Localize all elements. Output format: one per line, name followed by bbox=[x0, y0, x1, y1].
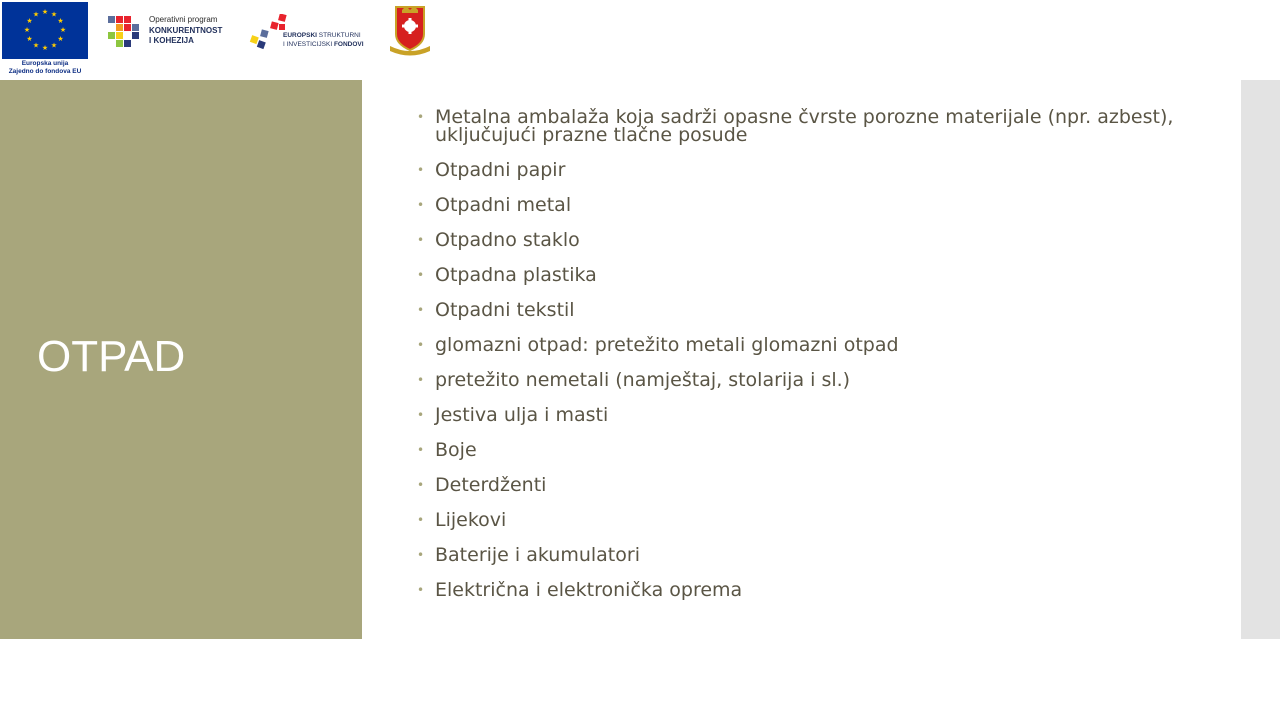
list-item-text: Otpadni metal bbox=[435, 194, 572, 216]
bullet-icon: • bbox=[417, 110, 425, 124]
esif-line1-rest: STRUKTURNI bbox=[316, 32, 361, 39]
list-item bbox=[416, 545, 1206, 566]
svg-text:★: ★ bbox=[57, 17, 64, 25]
list-item bbox=[416, 265, 1206, 286]
list-item-text: pretežito nemetali (namještaj, stolarija i sl.) bbox=[435, 369, 851, 391]
list-item-text: Lijekovi bbox=[435, 509, 507, 531]
svg-text:★: ★ bbox=[59, 26, 67, 34]
logo-bar bbox=[0, 0, 1280, 80]
mosaic-icon bbox=[108, 16, 140, 48]
list-item-text: Otpadno staklo bbox=[435, 229, 580, 251]
list-item-text: Otpadni tekstil bbox=[435, 299, 575, 321]
op-line2: KONKURENTNOST bbox=[149, 25, 223, 35]
eu-caption-line1: Europska unija bbox=[21, 60, 69, 67]
svg-text:★: ★ bbox=[50, 41, 58, 50]
eu-logo bbox=[2, 2, 88, 78]
slide-title: OTPAD bbox=[37, 332, 186, 381]
list-item-text: Metalna ambalaža koja sadrži opasne čvrste porozne materijale (npr. azbest), uključujući prazne tlačne posude bbox=[435, 106, 1174, 146]
list-item-text: Električna i elektronička oprema bbox=[435, 579, 743, 601]
svg-text:★: ★ bbox=[32, 41, 40, 50]
op-line1: Operativni program bbox=[149, 15, 218, 24]
right-margin-bar bbox=[1241, 80, 1280, 639]
bullet-icon: • bbox=[417, 548, 425, 562]
list-item-text: Otpadna plastika bbox=[435, 264, 597, 286]
eu-caption-line2: Zajedno do fondova EU bbox=[8, 67, 82, 75]
list-item-text: glomazni otpad: pretežito metali glomazni otpad bbox=[435, 334, 899, 356]
list-item bbox=[416, 160, 1206, 181]
svg-text:★: ★ bbox=[57, 35, 64, 43]
bullet-icon: • bbox=[417, 198, 425, 212]
eu-caption bbox=[2, 60, 88, 75]
eu-flag-icon bbox=[2, 2, 88, 59]
list-item bbox=[416, 440, 1206, 461]
svg-text:★: ★ bbox=[41, 44, 49, 52]
esif-logo-text bbox=[283, 32, 373, 49]
list-item bbox=[416, 300, 1206, 321]
bullet-icon: • bbox=[417, 338, 425, 352]
op-konkurentnost-logo bbox=[108, 14, 232, 50]
waste-types-list bbox=[416, 108, 1206, 615]
grad-slunj-crest-icon bbox=[386, 4, 434, 56]
esif-logo bbox=[249, 12, 369, 52]
svg-text:★: ★ bbox=[50, 10, 58, 19]
bullet-icon: • bbox=[417, 478, 425, 492]
svg-text:★: ★ bbox=[26, 35, 33, 43]
list-item bbox=[416, 510, 1206, 531]
list-item-text: Baterije i akumulatori bbox=[435, 544, 640, 566]
bullet-icon: • bbox=[417, 268, 425, 282]
op-line3: I KOHEZIJA bbox=[149, 36, 194, 45]
svg-text:★: ★ bbox=[23, 26, 31, 34]
esif-bold: EUROPSKI bbox=[283, 32, 317, 39]
bullet-icon: • bbox=[417, 583, 425, 597]
svg-text:★: ★ bbox=[26, 17, 33, 25]
list-item bbox=[416, 108, 1206, 144]
op-logo-text bbox=[149, 15, 239, 47]
bullet-icon: • bbox=[417, 513, 425, 527]
bullet-icon: • bbox=[417, 233, 425, 247]
esif-line2-part1: I INVESTICIJSKI bbox=[283, 40, 334, 48]
bullet-icon: • bbox=[417, 303, 425, 317]
bullet-icon: • bbox=[417, 443, 425, 457]
list-item-text: Otpadni papir bbox=[435, 159, 566, 181]
bullet-icon: • bbox=[417, 408, 425, 422]
svg-text:★: ★ bbox=[32, 10, 40, 19]
list-item-text: Boje bbox=[435, 439, 477, 461]
list-item bbox=[416, 195, 1206, 216]
list-item bbox=[416, 405, 1206, 426]
list-item bbox=[416, 370, 1206, 391]
bullet-icon: • bbox=[417, 163, 425, 177]
list-item bbox=[416, 230, 1206, 251]
list-item bbox=[416, 475, 1206, 496]
esif-line2-bold: FONDOVI bbox=[333, 40, 364, 48]
list-item bbox=[416, 335, 1206, 356]
list-item bbox=[416, 580, 1206, 601]
bullet-icon: • bbox=[417, 373, 425, 387]
list-item-text: Jestiva ulja i masti bbox=[435, 404, 609, 426]
svg-text:★: ★ bbox=[41, 8, 49, 16]
list-item-text: Deterdženti bbox=[435, 474, 547, 496]
